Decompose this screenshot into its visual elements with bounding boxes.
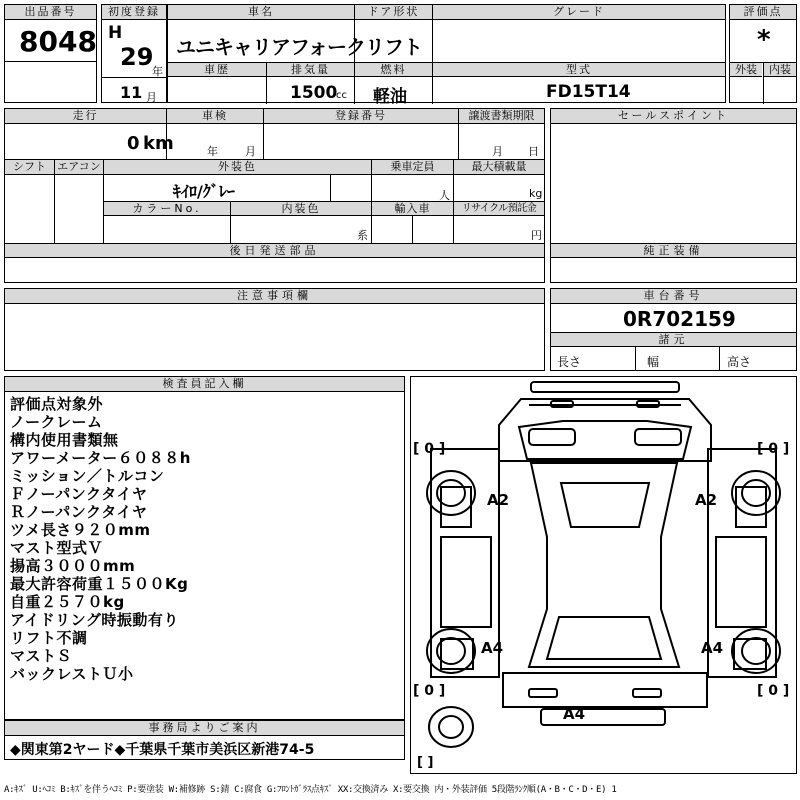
note-line: ツメ長さ９２０mm — [10, 521, 151, 539]
ext-color-value: ｷｲﾛ/ｸﾞﾚｰ — [173, 182, 235, 201]
middle-table — [4, 108, 545, 283]
note-line: マストＳ — [10, 647, 73, 665]
damage-mark-front-left: A2 — [487, 491, 510, 509]
rating-value: * — [757, 25, 771, 55]
office-label: 事務局よりご案内 — [5, 721, 404, 736]
max-load-unit: kg — [529, 187, 543, 200]
note-line: 最大許容荷重１５００Kg — [10, 575, 189, 593]
year-value: 29 — [120, 43, 154, 71]
note-line: リフト不調 — [10, 629, 88, 647]
month-value: 11 — [120, 83, 143, 102]
note-line: 自重２５７０kg — [10, 593, 125, 611]
note-line: ノークレーム — [10, 413, 103, 431]
fuel-value: 軽油 — [373, 87, 407, 107]
year-unit: 年 — [152, 65, 163, 78]
rating-label: 評価点 — [730, 5, 796, 20]
lot-number: 8048 — [19, 25, 97, 58]
reg-no-label: 登録番号 — [264, 109, 458, 124]
note-line: ミッション／トルコン — [10, 467, 165, 485]
tire-rear-right-depth: [ 0 ] — [757, 683, 790, 699]
first-registration-cell — [101, 4, 167, 103]
later-parts-label: 後日発送部品 — [5, 244, 544, 258]
inspection-label: 車検 — [167, 109, 263, 124]
vehicle-info-cell — [167, 4, 726, 107]
tire-front-left-depth: [ 0 ] — [413, 441, 446, 457]
inspector-notes — [10, 395, 191, 683]
car-name-label: 車名 — [168, 5, 354, 20]
import-label: 輸入車 — [372, 202, 453, 216]
transfer-month-unit: 月 — [492, 145, 503, 158]
inspector-label: 検査員記入欄 — [5, 377, 404, 392]
office-box — [4, 720, 405, 760]
history-label: 車歴 — [168, 63, 266, 77]
lot-label: 出品番号 — [5, 5, 96, 20]
int-color-suffix: 系 — [357, 229, 368, 242]
int-color-label: 内装色 — [231, 202, 371, 216]
fuel-label: 燃料 — [355, 63, 432, 77]
model-value: FD15T14 — [546, 82, 631, 102]
note-line: 評価点対象外 — [10, 395, 104, 413]
shift-label: シフト — [5, 160, 54, 175]
displacement-value: 1500 — [290, 83, 338, 103]
model-label: 型式 — [433, 63, 725, 77]
note-line: バックレストＵ小 — [10, 665, 134, 683]
header-table — [4, 4, 797, 107]
specs-label: 諸元 — [551, 333, 796, 347]
chassis-label: 車台番号 — [551, 289, 796, 304]
note-line: 揚高３０００mm — [10, 557, 136, 575]
displacement-unit: cc — [336, 90, 347, 101]
grade-label: グレード — [433, 5, 725, 20]
note-line: Ｆノーパンクタイヤ — [10, 485, 148, 503]
rating-cell — [729, 4, 797, 103]
inspection-month-unit: 月 — [245, 145, 256, 158]
note-line: アワーメーター６０８８h — [10, 449, 191, 467]
note-line: 構内使用書類無 — [10, 431, 119, 449]
exterior-label: 外装 — [730, 63, 762, 77]
note-line: アイドリング時振動有り — [10, 611, 179, 629]
transfer-day-unit: 日 — [528, 145, 539, 158]
inspection-year-unit: 年 — [207, 145, 218, 158]
inspector-box — [4, 376, 405, 720]
damage-mark-rear-right: A4 — [701, 639, 724, 657]
max-load-label: 最大積載量 — [454, 160, 544, 175]
mileage-unit: km — [143, 133, 174, 154]
capacity-unit: 人 — [439, 189, 450, 202]
damage-diagram-box — [410, 376, 797, 774]
color-no-label: カラーNo. — [104, 202, 230, 216]
ext-color-label: 外装色 — [104, 160, 371, 175]
recycle-label: リサイクル預託金 — [454, 202, 544, 216]
transfer-label: 譲渡書類期限 — [459, 109, 544, 124]
width-label: 幅 — [647, 355, 660, 369]
chassis-box — [550, 288, 797, 371]
damage-mark-back: A4 — [563, 705, 586, 723]
spare-tire-depth: [ ] — [417, 755, 434, 770]
forklift-body-diagram — [411, 377, 796, 773]
genuine-label: 純正装備 — [551, 244, 796, 258]
chassis-number: 0R702159 — [623, 307, 736, 331]
damage-mark-rear-left: A4 — [481, 639, 504, 657]
displacement-label: 排気量 — [267, 63, 354, 77]
office-message: ◆関東第2ヤード◆千葉県千葉市美浜区新港74-5 — [10, 742, 315, 758]
door-label: ドア形状 — [355, 5, 432, 20]
height-label: 高さ — [727, 355, 752, 369]
note-line: マスト型式Ｖ — [10, 539, 104, 557]
length-label: 長さ — [557, 355, 582, 369]
aircon-label: エアコン — [55, 160, 103, 175]
lot-number-cell — [4, 4, 97, 103]
month-unit: 月 — [146, 91, 157, 104]
damage-mark-front-right: A2 — [695, 491, 718, 509]
car-name: ユニキャリアフォークリフト — [176, 35, 422, 59]
recycle-unit: 円 — [531, 229, 542, 242]
era-value: H — [108, 23, 123, 43]
interior-label: 内装 — [764, 63, 796, 77]
sales-point-box — [550, 108, 797, 283]
tire-front-right-depth: [ 0 ] — [757, 441, 790, 457]
sales-point-label: セールスポイント — [551, 109, 796, 124]
legend-text: A:ｷｽﾞ U:ﾍｺﾐ B:ｷｽﾞを伴うﾍｺﾐ P:要塗装 W:補修跡 S:錆 C:腐食 G:ﾌﾛﾝﾄｶﾞﾗｽ点ｷｽﾞ XX:交換済み X:要交換 内・外装評価 5段階ﾗﾝｸ順(A・B・C・D・E) 1 — [4, 785, 617, 795]
caution-label: 注意事項欄 — [5, 289, 544, 304]
first-reg-label: 初度登録 — [102, 5, 166, 20]
capacity-label: 乗車定員 — [372, 160, 453, 175]
tire-rear-left-depth: [ 0 ] — [413, 683, 446, 699]
caution-box — [4, 288, 545, 371]
mileage-label: 走行 — [5, 109, 166, 124]
note-line: Ｒノーパンクタイヤ — [10, 503, 148, 521]
mileage-value: 0 — [127, 133, 140, 154]
